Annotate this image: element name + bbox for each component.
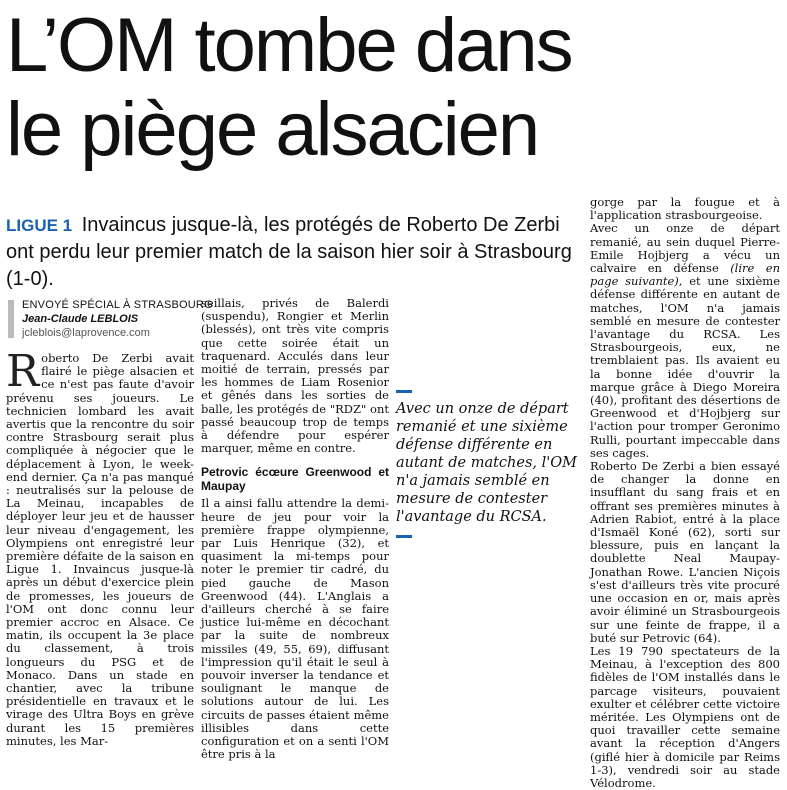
drop-cap: R (6, 346, 40, 397)
column-3-para-2-c: , et une sixième défense différente en autant de matches, l'OM n'a jamais semblé en mesure de contester l'avantage du RCSA. Les Strasbourgeois, eux, ne tremblaient pas. Ils avaient eu la bonne idée d'ouvrir la marque grâce à Diego Moreira (40), profitant des désertions de Greenwood et d'Hojbjerg sur l'action pour tromper Geronimo Rulli, pourtant impeccable dans ses cages. (590, 274, 780, 460)
pull-quote-text: Avec un onze de départ remanié et une sixième défense différente en autant de matches, l'OM n'a jamais semblé en mesure de contester l'avantage du RCSA. (396, 401, 577, 525)
headline (6, 4, 576, 172)
byline-rule (8, 300, 14, 338)
pull-quote (396, 396, 586, 526)
column-3-para-1: gorge par la fougue et à l'application strasbourgeoise. (590, 195, 780, 223)
column-3-para-2 (590, 222, 780, 460)
pull-quote-bottom-bar (396, 535, 412, 538)
headline-line-1: L’OM tombe dans (6, 3, 572, 88)
section-kicker: LIGUE 1 (6, 216, 73, 235)
article-column-3 (590, 196, 780, 790)
column-1-text: oberto De Zerbi avait flairé le piège alsacien et ce n'est pas faute d'avoir prévenu ses joueurs. Le technicien lombard les avait avertis que la rencontre du soir contre Strasbourg serait plus compliquée à négocier que le déplacement à Lyon, le week-end dernier. Ça n'a pas manqué : neutralisés sur la pelouse de La Meinau, incapables de déployer leur jeu et de hausser leur niveau d'engagement, les Olympiens ont enregistré leur première défaite de la saison en Ligue 1. Invaincus jusque-là après un début d'exercice plein de promesses, les joueurs de l'OM ont donc connu leur premier accroc en Alsace. Ce matin, ils occupent la 3e place du classement, à trois longueurs du PSG et de Monaco. Dans un stade en chantier, avec la tribune présidentielle en travaux et le virage des Ultra Boys en grève durant les 15 premières minutes, les Mar- (6, 351, 194, 748)
pull-quote-top-bar (396, 390, 412, 393)
headline-line-2: le piège alsacien (6, 87, 539, 172)
column-2-para-2: Il a ainsi fallu attendre la demi-heure de jeu pour voir la première frappe olympienne, par Luis Henrique (32), et quasiment la mi-temps pour noter le premier tir cadré, du pied gauche de Mason Greenwood (44). L'Anglais a d'ailleurs cherché à se faire justice lui-même en décochant par la suite de nombreux missiles (49, 55, 69), diffusant l'impression qu'il était le seul à pouvoir inverser la tendance et soulignant le manque de solutions autour de lui. Les circuits de passes étaient même illisibles dans cette configuration et on a senti l'OM être pris à la (201, 496, 389, 762)
column-3-para-3: Roberto De Zerbi a bien essayé de changer la donne en insufflant du sang frais et en offrant ses premières minutes à Adrien Rabiot, entré à la place d'Ismaël Koné (62), sorti sur blessure, puis en lançant la doublette Neal Maupay-Jonathan Rowe. L'ancien Niçois s'est d'ailleurs très vite procuré une occasion en or, mais après avoir éliminé un Strasbourgeois sur une feinte de frappe, il a buté sur Petrovic (64). (590, 459, 780, 645)
lead-paragraph (6, 212, 586, 293)
article-column-1 (6, 346, 194, 748)
column-3-para-4: Les 19 790 spectateurs de la Meinau, à l'exception des 800 fidèles de l'OM installés dans le parcage visiteurs, pouvaient exulter et célébrer cette victoire méritée. Les Olympiens ont de quoi travailler cette semaine avant la réception d'Angers (giflé hier à domicile par Reims 1-3), vendredi soir au stade Vélodrome. (590, 643, 780, 790)
subheading: Petrovic écœure Greenwood et Maupay (201, 465, 389, 494)
article-column-2 (201, 297, 389, 762)
lead-text: Invaincus jusque-là, les protégés de Roberto De Zerbi ont perdu leur premier match de la saison hier soir à Strasbourg (1-0). (6, 214, 572, 290)
byline-envoy: ENVOYÉ SPÉCIAL À STRASBOURG (22, 299, 213, 311)
cross-reference: (lire en page suivante) (590, 261, 780, 289)
column-2-para-1: seillais, privés de Balerdi (suspendu), Rongier et Merlin (blessés), ont très vite compris que cette soirée était un traquenard. Acculés dans leur moitié de terrain, pressés par les hommes de Liam Rosenior et gênés dans les sorties de balle, les protégés de "RDZ" ont passé beaucoup trop de temps à défendre pour espérer marquer, même en contre. (201, 296, 389, 456)
byline-author: Jean-Claude LEBLOIS (22, 313, 139, 325)
byline (22, 298, 222, 340)
column-3-para-2-a: Avec un onze de départ remanié, au sein duquel Pierre-Emile Hojbjerg a vécu un calvaire en défense (590, 221, 780, 276)
byline-email[interactable]: jcleblois@laprovence.com (22, 327, 150, 339)
